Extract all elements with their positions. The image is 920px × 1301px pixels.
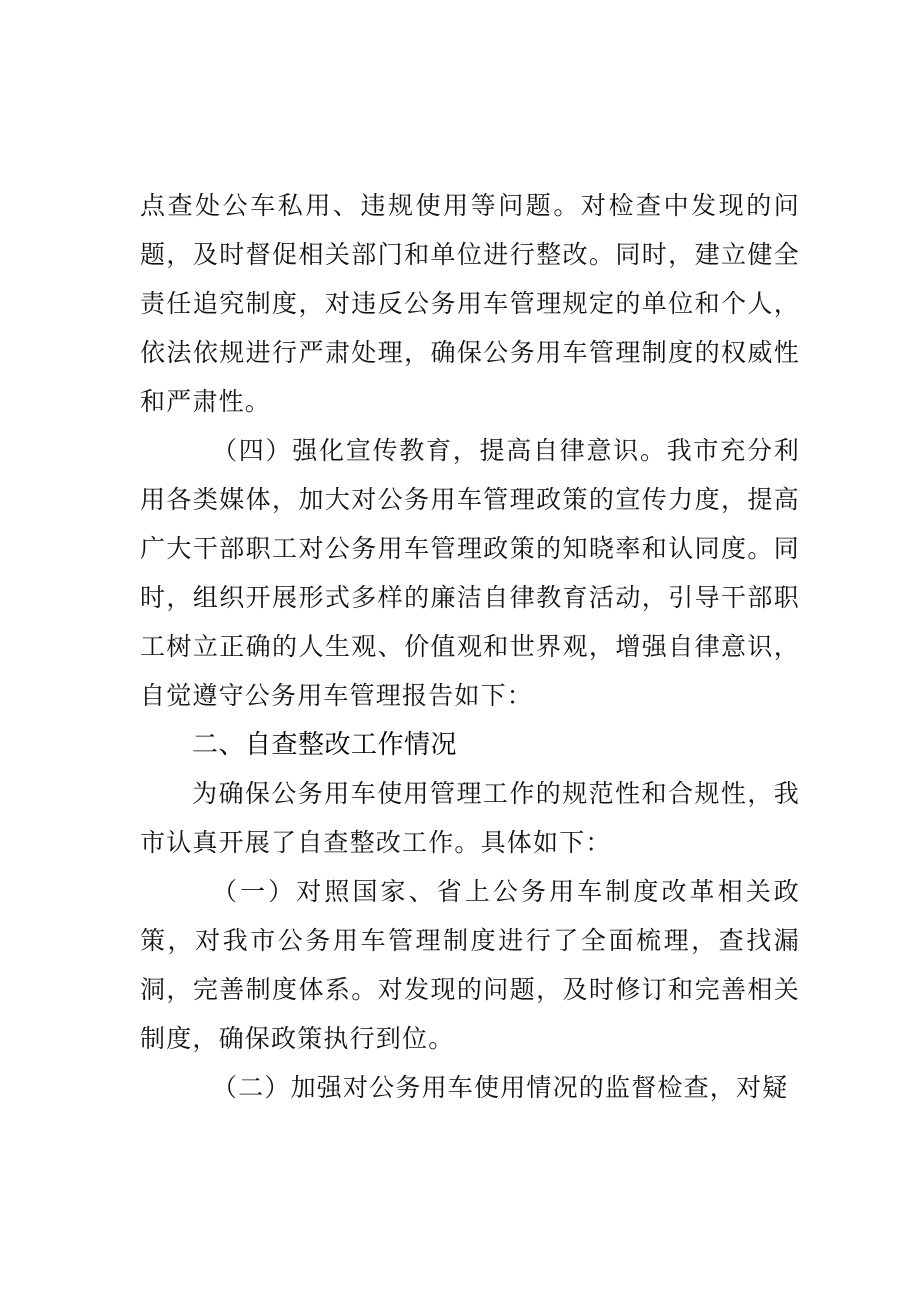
paragraph-item-two: （二）加强对公务用车使用情况的监督检查，对疑	[212, 1073, 789, 1102]
paragraph-item-one: （一）对照国家、省上公务用车制度改革相关政策，对我市公务用车管理制度进行了全面梳理，查找漏洞，完善制度体系。对发现的问题，及时修订和完善相关制度，确保政策执行到位。	[140, 877, 800, 1053]
section-heading: 二、自查整改工作情况	[192, 730, 458, 760]
paragraph-continuation: 点查处公车私用、违规使用等问题。对检查中发现的问题，及时督促相关部门和单位进行整改。同时，建立健全责任追究制度，对违反公务用车管理规定的单位和个人，依法依规进行严肃处理，确保公务用车管理制度的权威性和严肃性。	[140, 191, 800, 416]
paragraph-self-inspection-intro: 为确保公务用车使用管理工作的规范性和合规性，我市认真开展了自查整改工作。具体如下：	[140, 779, 800, 857]
paragraph-publicity-education: （四）强化宣传教育，提高自律意识。我市充分利用各类媒体，加大对公务用车管理政策的宣传力度，提高广大干部职工对公务用车管理政策的知晓率和认同度。同时，组织开展形式多样的廉洁自律教育活动，引导干部职工树立正确的人生观、价值观和世界观，增强自律意识，自觉遵守公务用车管理报告如下：	[140, 436, 800, 710]
document-body	[140, 181, 800, 1112]
